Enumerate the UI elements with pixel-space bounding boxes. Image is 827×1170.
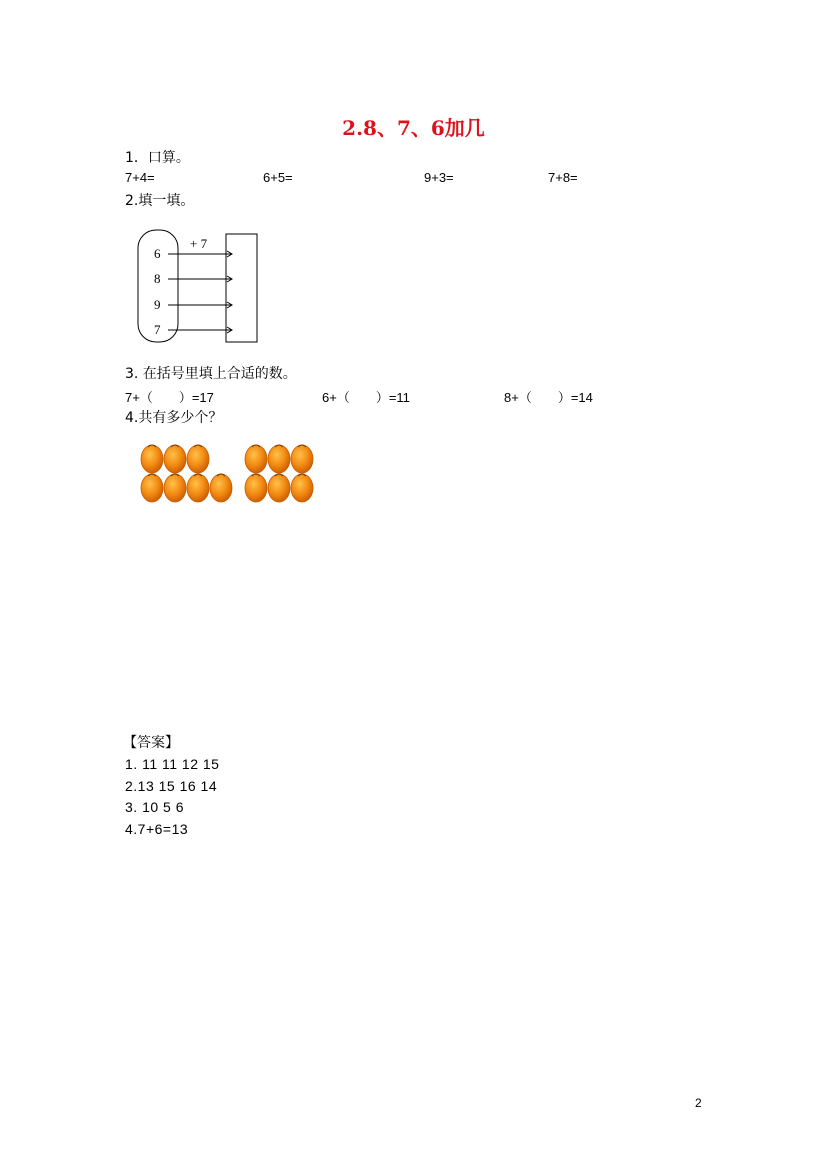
answer-line: 4.7+6=13 <box>125 821 189 837</box>
q2-label: 2.填一填。 <box>125 193 195 209</box>
answer-line: 1. 11 11 12 15 <box>125 756 220 772</box>
page-title: 2.8、7、6加几 <box>342 116 485 140</box>
q1-item: 6+5= <box>263 170 293 185</box>
arrow-row <box>154 271 232 286</box>
orange-fruit-icon <box>210 474 232 502</box>
q1-item: 7+4= <box>125 170 155 185</box>
fill-diagram <box>130 226 270 348</box>
orange-fruit-icon <box>245 445 267 473</box>
q3-label: 3. 在括号里填上合适的数。 <box>125 366 297 382</box>
orange-fruit-icon <box>164 445 186 473</box>
arrow-row <box>154 322 232 337</box>
q3-item: 8+（ ）=14 <box>504 390 593 405</box>
answers-heading: 【答案】 <box>123 735 179 751</box>
answer-box <box>226 234 257 342</box>
orange-fruit-icon <box>187 445 209 473</box>
q1-item: 9+3= <box>424 170 454 185</box>
orange-fruit-icon <box>268 445 290 473</box>
diagram-number: 8 <box>154 271 161 286</box>
orange-fruit-icon <box>141 474 163 502</box>
diagram-number: 7 <box>154 322 161 337</box>
q3-item: 6+（ ）=11 <box>322 390 410 405</box>
page-number: 2 <box>695 1096 702 1110</box>
orange-fruit-icon <box>245 474 267 502</box>
arrow-row <box>154 297 232 312</box>
orange-fruit-icon <box>164 474 186 502</box>
orange-fruit-icon <box>187 474 209 502</box>
q4-label: 4.共有多少个？ <box>125 410 223 426</box>
diagram-number: 9 <box>154 297 161 312</box>
orange-fruit-icon <box>291 474 313 502</box>
orange-fruit-icon <box>268 474 290 502</box>
q3-item: 7+（ ）=17 <box>125 390 214 405</box>
answer-line: 3. 10 5 6 <box>125 799 184 815</box>
q1-item: 7+8= <box>548 170 578 185</box>
operator-label: + 7 <box>190 236 208 251</box>
orange-fruit-icon <box>291 445 313 473</box>
q1-label: 1．口算。 <box>125 150 190 166</box>
orange-fruit-icon <box>141 445 163 473</box>
answer-line: 2.13 15 16 14 <box>125 778 218 794</box>
diagram-number: 6 <box>154 246 161 261</box>
fruit-picture <box>138 440 318 506</box>
